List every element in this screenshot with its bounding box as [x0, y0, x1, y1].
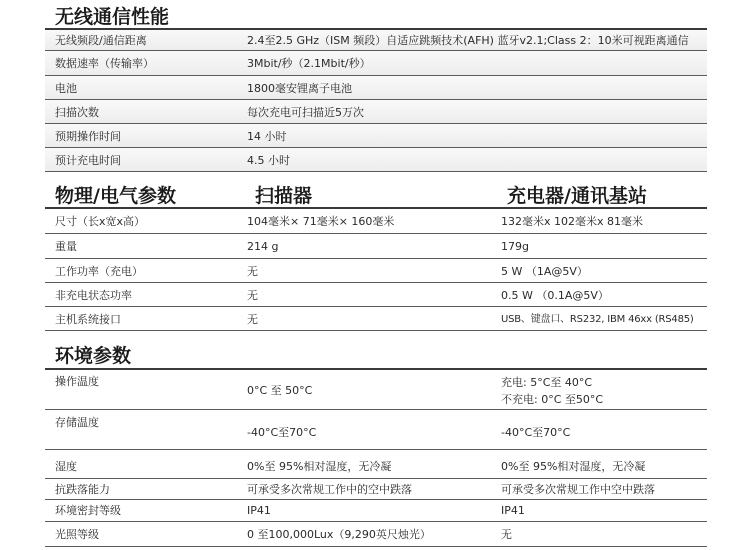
wireless-section-title: 无线通信性能 — [55, 6, 170, 28]
charger-value: 可承受多次常规工作中空中跌落 — [501, 483, 655, 496]
row-label: 预计充电时间 — [55, 154, 121, 167]
row-label: 无线频段/通信距离 — [55, 34, 147, 47]
charger-value: -40°C至70°C — [501, 426, 571, 439]
charger-value: 0.5 W （0.1A@5V） — [501, 289, 609, 302]
table-row — [45, 479, 707, 500]
scanner-value: 0 至100,000Lux（9,290英尺烛光） — [247, 528, 431, 541]
row-value: 4.5 小时 — [247, 154, 290, 167]
row-label: 操作温度 — [55, 375, 99, 388]
row-value: 1800毫安锂离子电池 — [247, 82, 352, 95]
charger-value: 无 — [501, 528, 512, 541]
row-value: 3Mbit/秒（2.1Mbit/秒） — [247, 57, 371, 70]
row-label: 湿度 — [55, 460, 77, 473]
row-label: 存储温度 — [55, 416, 99, 429]
row-label: 非充电状态功率 — [55, 289, 132, 302]
row-label: 电池 — [55, 82, 77, 95]
charger-value: 0%至 95%相对湿度，无冷凝 — [501, 460, 646, 473]
charger-value: 132毫米x 102毫米x 81毫米 — [501, 215, 644, 228]
scanner-column-header: 扫描器 — [255, 185, 313, 207]
physical-section-title: 物理/电气参数 — [55, 185, 176, 207]
charger-value: USB、键盘口、RS232, IBM 46xx (RS485) — [501, 314, 694, 325]
charger-charging-temp: 充电: 5°C至 40°C — [501, 376, 593, 389]
charger-column-header: 充电器/通讯基站 — [507, 185, 647, 207]
table-row — [45, 124, 707, 148]
row-label: 工作功率（充电） — [55, 265, 143, 278]
scanner-value: 无 — [247, 313, 258, 326]
table-row — [45, 522, 707, 547]
scanner-value: 可承受多次常规工作中的空中跌落 — [247, 483, 412, 496]
table-row — [45, 76, 707, 100]
table-row — [45, 283, 707, 307]
charger-value: IP41 — [501, 504, 525, 517]
table-row — [45, 410, 707, 450]
scanner-value: 0°C 至 50°C — [247, 384, 313, 397]
wireless-table — [45, 30, 707, 172]
row-label: 扫描次数 — [55, 106, 99, 119]
physical-table — [45, 209, 707, 331]
scanner-value: IP41 — [247, 504, 271, 517]
row-label: 光照等级 — [55, 528, 99, 541]
scanner-value: 104毫米× 71毫米× 160毫米 — [247, 215, 395, 228]
charger-value: 5 W （1A@5V） — [501, 265, 588, 278]
row-value: 每次充电可扫描近5万次 — [247, 106, 364, 119]
table-row — [45, 100, 707, 124]
environment-section-title: 环境参数 — [55, 345, 132, 367]
scanner-value: 0%至 95%相对湿度，无冷凝 — [247, 460, 392, 473]
table-row — [45, 148, 707, 172]
row-label: 预期操作时间 — [55, 130, 121, 143]
table-row — [45, 307, 707, 331]
table-row — [45, 500, 707, 522]
row-value: 14 小时 — [247, 130, 287, 143]
environment-table — [45, 370, 707, 547]
table-row — [45, 259, 707, 283]
row-value: 2.4至2.5 GHz（ISM 频段）自适应跳频技术(AFH) 蓝牙v2.1;Class 2：10米可视距离通信 — [247, 34, 689, 47]
row-label: 抗跌落能力 — [55, 483, 110, 496]
row-label: 环境密封等级 — [55, 504, 121, 517]
table-row — [45, 209, 707, 234]
table-row — [45, 455, 707, 479]
row-label: 主机系统接口 — [55, 313, 121, 326]
row-label: 尺寸（长x宽x高） — [55, 215, 146, 228]
row-label: 重量 — [55, 240, 77, 253]
charger-value — [501, 375, 603, 407]
table-row — [45, 30, 707, 51]
table-row — [45, 234, 707, 259]
scanner-value: 无 — [247, 265, 258, 278]
charger-value: 179g — [501, 240, 529, 253]
charger-idle-temp: 不充电: 0°C 至50°C — [501, 393, 604, 406]
scanner-value: 214 g — [247, 240, 279, 253]
scanner-value: 无 — [247, 289, 258, 302]
table-row — [45, 370, 707, 410]
row-label: 数据速率（传输率） — [55, 57, 154, 70]
scanner-value: -40°C至70°C — [247, 426, 317, 439]
table-row — [45, 51, 707, 76]
